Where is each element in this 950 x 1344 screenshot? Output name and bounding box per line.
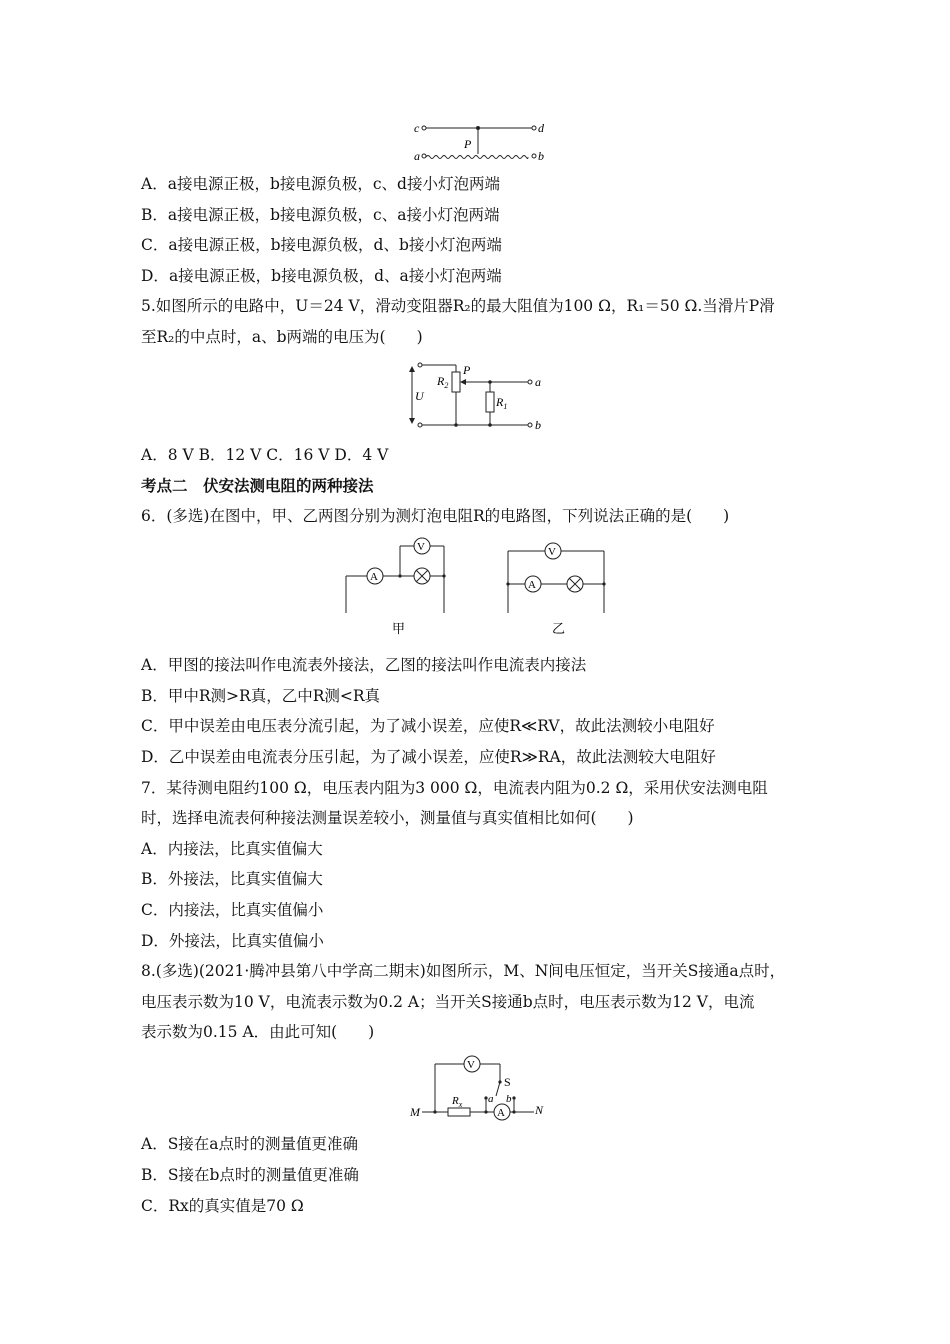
q8-option-c: C．Rx的真实值是70 Ω	[141, 1197, 304, 1215]
section-heading: 考点二 伏安法测电阻的两种接法	[141, 477, 374, 495]
q8-stem-line3: 表示数为0.15 A．由此可知( )	[141, 1023, 375, 1041]
q5-stem-line1: 5.如图所示的电路中，U＝24 V，滑动变阻器R₂的最大阻值为100 Ω，R₁＝50 Ω.当滑片P滑	[141, 297, 775, 315]
fig3-left-voltmeter-label: V	[417, 541, 425, 553]
q8-option-a: A．S接在a点时的测量值更准确	[141, 1135, 359, 1153]
figure-divider-circuit	[408, 360, 558, 435]
q7-option-a: A．内接法，比真实值偏大	[141, 840, 323, 858]
q6-option-c: C．甲中误差由电压表分流引起，为了减小误差，应使R≪RV，故此法测较小电阻好	[141, 717, 715, 735]
fig1-label-c: c	[414, 121, 420, 135]
fig4-label-rx: $R_x$	[452, 1095, 463, 1109]
q6-stem: 6．(多选)在图中，甲、乙两图分别为测灯泡电阻R的电路图，下列说法正确的是( )	[141, 507, 730, 525]
fig4-ammeter-label: A	[497, 1107, 505, 1119]
q6-option-a: A．甲图的接法叫作电流表外接法，乙图的接法叫作电流表内接法	[141, 656, 587, 674]
fig2-label-r1: $R_1$	[496, 395, 508, 411]
q8-stem-line2: 电压表示数为10 V，电流表示数为0.2 A；当开关S接通b点时，电压表示数为12 V，电流	[141, 993, 755, 1011]
fig2-label-p: P	[463, 363, 471, 377]
q5-options: A．8 V B．12 V C．16 V D．4 V	[141, 446, 389, 464]
q4-option-d: D．a接电源正极，b接电源负极，d、a接小灯泡两端	[141, 267, 502, 285]
figure-switch-circuit	[408, 1052, 548, 1122]
figure-rheostat-1	[412, 118, 552, 168]
q7-option-d: D．外接法，比真实值偏小	[141, 932, 324, 950]
fig2-label-r2: $R_2$	[437, 374, 449, 390]
q4-option-c: C．a接电源正极，b接电源负极，d、b接小灯泡两端	[141, 236, 502, 254]
q7-option-b: B．外接法，比真实值偏大	[141, 870, 323, 888]
fig1-label-d: d	[538, 121, 544, 135]
q8-option-b: B．S接在b点时的测量值更准确	[141, 1166, 359, 1184]
q7-stem-line1: 7．某待测电阻约100 Ω，电压表内阻为3 000 Ω，电流表内阻为0.2 Ω，采用伏安法测电阻	[141, 779, 768, 797]
fig4-voltmeter-label: V	[467, 1059, 475, 1071]
fig3-left-ammeter-label: A	[370, 571, 378, 583]
fig1-label-b: b	[538, 149, 544, 163]
q4-option-a: A．a接电源正极，b接电源负极，c、d接小灯泡两端	[141, 175, 500, 193]
fig4-label-a: a	[488, 1093, 494, 1105]
fig2-label-u: U	[415, 389, 424, 403]
fig2-label-a: a	[535, 375, 541, 389]
fig1-label-p: P	[464, 137, 472, 151]
q7-option-c: C．内接法，比真实值偏小	[141, 901, 324, 919]
q7-stem-line2: 时，选择电流表何种接法测量误差较小，测量值与真实值相比如何( )	[141, 809, 634, 827]
fig4-label-b: b	[506, 1093, 512, 1105]
q5-stem-line2: 至R₂的中点时，a、b两端的电压为( )	[141, 328, 423, 346]
figure-two-circuits	[340, 533, 620, 638]
fig2-label-b: b	[535, 418, 541, 432]
fig3-label-right: 乙	[552, 621, 566, 636]
fig3-right-ammeter-label: A	[528, 579, 536, 591]
fig1-label-a: a	[414, 149, 420, 163]
q8-stem-line1: 8.(多选)(2021·腾冲县第八中学高二期末)如图所示，M、N间电压恒定，当开关S接通a点时，	[141, 962, 786, 980]
fig4-label-s: S	[504, 1075, 511, 1089]
fig3-right-voltmeter-label: V	[548, 546, 556, 558]
q4-option-b: B．a接电源正极，b接电源负极，c、a接小灯泡两端	[141, 206, 500, 224]
fig3-label-left: 甲	[392, 621, 406, 636]
q6-option-b: B．甲中R测>R真，乙中R测<R真	[141, 687, 381, 705]
fig4-label-m: M	[410, 1105, 420, 1119]
q6-option-d: D．乙中误差由电流表分压引起，为了减小误差，应使R≫RA，故此法测较大电阻好	[141, 748, 716, 766]
fig4-label-n: N	[535, 1103, 544, 1117]
